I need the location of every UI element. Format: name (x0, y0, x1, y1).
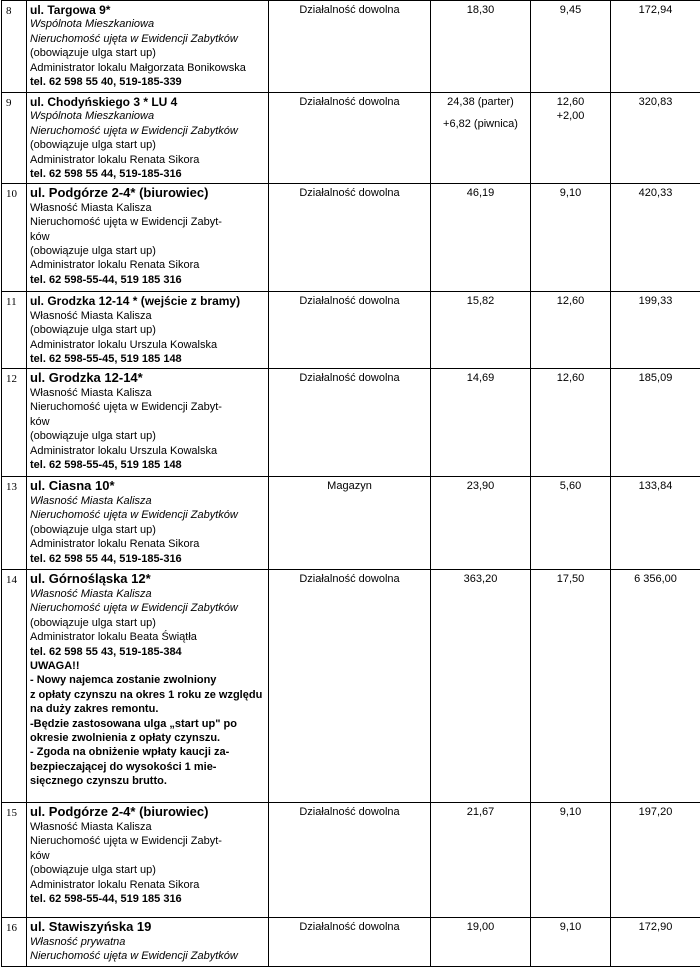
table-row (2, 184, 700, 292)
table-row (2, 369, 700, 477)
total-cell: 133,84 (611, 477, 700, 570)
area-value: 21,67 (431, 805, 530, 819)
area-cell (431, 184, 531, 292)
property-detail-line: (obowiązuje ulga start up) (30, 323, 266, 337)
purpose-cell: Działalność dowolna (269, 292, 431, 369)
area-cell (431, 93, 531, 184)
total-cell: 185,09 (611, 369, 700, 477)
property-detail-line: Nieruchomość ujęta w Ewidencji Zabytków (30, 508, 266, 522)
property-address: ul. Grodzka 12-14 * (wejście z bramy) (30, 294, 266, 308)
property-detail-line: tel. 62 598 55 43, 519-185-384 (30, 645, 266, 659)
spacer (431, 109, 530, 117)
property-address: ul. Targowa 9* (30, 3, 266, 17)
property-detail-line: okresie zwolnienia z opłaty czynszu. (30, 731, 266, 745)
property-detail-line: tel. 62 598-55-45, 519 185 148 (30, 352, 266, 366)
table-row (2, 803, 700, 918)
property-detail-line: Nieruchomość ujęta w Ewidencji Zabyt- (30, 215, 266, 229)
property-detail-line: UWAGA!! (30, 659, 266, 673)
property-detail-line: ków (30, 849, 266, 863)
area-value: +6,82 (piwnica) (431, 117, 530, 131)
table-body (2, 1, 700, 967)
area-value: 46,19 (431, 186, 530, 200)
rate-cell (531, 292, 611, 369)
property-detail-line: Własność Miasta Kalisza (30, 201, 266, 215)
property-address: ul. Chodyńskiego 3 * LU 4 (30, 95, 266, 109)
property-detail-line: (obowiązuje ulga start up) (30, 523, 266, 537)
property-detail-line: Własność prywatna (30, 935, 266, 949)
property-detail-line: tel. 62 598 55 44, 519-185-316 (30, 552, 266, 566)
property-detail-line: -Będzie zastosowana ulga „start up" po (30, 717, 266, 731)
property-detail-line: Nieruchomość ujęta w Ewidencji Zabytków (30, 124, 266, 138)
property-detail-line: Administrator lokalu Renata Sikora (30, 878, 266, 892)
property-info-cell (27, 918, 269, 967)
area-cell (431, 292, 531, 369)
property-detail-line: bezpieczającej do wysokości 1 mie- (30, 760, 266, 774)
total-cell: 420,33 (611, 184, 700, 292)
property-detail-line: Administrator lokalu Renata Sikora (30, 537, 266, 551)
property-detail-line: tel. 62 598 55 44, 519-185-316 (30, 167, 266, 181)
property-detail-line: Administrator lokalu Urszula Kowalska (30, 338, 266, 352)
table-row (2, 570, 700, 803)
purpose-cell: Działalność dowolna (269, 369, 431, 477)
property-detail-line: z opłaty czynszu na okres 1 roku ze względu (30, 688, 266, 702)
area-cell (431, 570, 531, 803)
property-detail-line: Własność Miasta Kalisza (30, 494, 266, 508)
property-detail-line: Nieruchomość ujęta w Ewidencji Zabytków (30, 32, 266, 46)
property-detail-line: Własność Miasta Kalisza (30, 820, 266, 834)
area-cell (431, 477, 531, 570)
property-info-cell (27, 570, 269, 803)
area-cell (431, 1, 531, 93)
rate-cell (531, 184, 611, 292)
row-number: 10 (2, 184, 27, 292)
property-info-cell (27, 292, 269, 369)
area-value: 19,00 (431, 920, 530, 934)
property-detail-line: tel. 62 598-55-44, 519 185 316 (30, 273, 266, 287)
area-cell (431, 918, 531, 967)
row-number: 9 (2, 93, 27, 184)
rate-value: 9,10 (531, 805, 610, 819)
purpose-cell: Działalność dowolna (269, 918, 431, 967)
property-address: ul. Ciasna 10* (30, 479, 266, 493)
row-number: 11 (2, 292, 27, 369)
property-detail-line: Wspólnota Mieszkaniowa (30, 17, 266, 31)
total-cell: 6 356,00 (611, 570, 700, 803)
row-number: 13 (2, 477, 27, 570)
property-info-cell (27, 184, 269, 292)
property-detail-line: ków (30, 230, 266, 244)
rate-value: 12,60 (531, 95, 610, 109)
purpose-cell: Działalność dowolna (269, 1, 431, 93)
property-detail-line: tel. 62 598 55 40, 519-185-339 (30, 75, 266, 89)
premises-table (1, 0, 700, 967)
property-detail-line: - Nowy najemca zostanie zwolniony (30, 673, 266, 687)
property-detail-line: (obowiązuje ulga start up) (30, 138, 266, 152)
property-detail-line: (obowiązuje ulga start up) (30, 863, 266, 877)
property-address: ul. Grodzka 12-14* (30, 371, 266, 385)
row-number: 8 (2, 1, 27, 93)
property-detail-line: Własność Miasta Kalisza (30, 587, 266, 601)
total-cell: 197,20 (611, 803, 700, 918)
property-detail-line: - Zgoda na obniżenie wpłaty kaucji za- (30, 745, 266, 759)
property-address: ul. Górnośląska 12* (30, 572, 266, 586)
rate-value: 9,45 (531, 3, 610, 17)
property-detail-line: Nieruchomość ujęta w Ewidencji Zabytków (30, 949, 266, 963)
area-value: 18,30 (431, 3, 530, 17)
property-info-cell (27, 803, 269, 918)
area-value: 15,82 (431, 294, 530, 308)
table-row (2, 292, 700, 369)
table-row (2, 918, 700, 967)
property-info-cell (27, 93, 269, 184)
property-detail-line: ków (30, 415, 266, 429)
rate-cell (531, 803, 611, 918)
rate-value: 5,60 (531, 479, 610, 493)
property-detail-line: (obowiązuje ulga start up) (30, 429, 266, 443)
rate-value: +2,00 (531, 109, 610, 123)
property-detail-line: (obowiązuje ulga start up) (30, 46, 266, 60)
property-detail-line: Nieruchomość ujęta w Ewidencji Zabytków (30, 601, 266, 615)
area-cell (431, 803, 531, 918)
property-detail-line: (obowiązuje ulga start up) (30, 244, 266, 258)
table-row (2, 477, 700, 570)
rate-cell (531, 477, 611, 570)
rate-cell (531, 570, 611, 803)
property-detail-line: Administrator lokalu Małgorzata Bonikowska (30, 61, 266, 75)
property-info-cell (27, 477, 269, 570)
property-detail-line: Własność Miasta Kalisza (30, 309, 266, 323)
area-value: 23,90 (431, 479, 530, 493)
rate-value: 12,60 (531, 294, 610, 308)
rate-value: 17,50 (531, 572, 610, 586)
property-address: ul. Stawiszyńska 19 (30, 920, 266, 934)
table-row (2, 1, 700, 93)
property-detail-line: na duży zakres remontu. (30, 702, 266, 716)
row-number: 15 (2, 803, 27, 918)
total-cell: 172,90 (611, 918, 700, 967)
property-detail-line: Administrator lokalu Beata Świątła (30, 630, 266, 644)
property-detail-line: Wspólnota Mieszkaniowa (30, 109, 266, 123)
rate-cell (531, 369, 611, 477)
property-address: ul. Podgórze 2-4* (biurowiec) (30, 186, 266, 200)
property-detail-line: Administrator lokalu Renata Sikora (30, 258, 266, 272)
area-cell (431, 369, 531, 477)
area-value: 24,38 (parter) (431, 95, 530, 109)
rate-value: 9,10 (531, 920, 610, 934)
row-number: 12 (2, 369, 27, 477)
rate-cell (531, 1, 611, 93)
table-row (2, 93, 700, 184)
row-number: 14 (2, 570, 27, 803)
property-detail-line: sięcznego czynszu brutto. (30, 774, 266, 788)
property-info-cell (27, 369, 269, 477)
property-detail-line: Nieruchomość ujęta w Ewidencji Zabyt- (30, 834, 266, 848)
total-cell: 320,83 (611, 93, 700, 184)
total-cell: 172,94 (611, 1, 700, 93)
property-detail-line: Własność Miasta Kalisza (30, 386, 266, 400)
area-value: 363,20 (431, 572, 530, 586)
purpose-cell: Działalność dowolna (269, 93, 431, 184)
property-detail-line: (obowiązuje ulga start up) (30, 616, 266, 630)
property-detail-line: tel. 62 598-55-44, 519 185 316 (30, 892, 266, 906)
property-detail-line: Nieruchomość ujęta w Ewidencji Zabyt- (30, 400, 266, 414)
property-address: ul. Podgórze 2-4* (biurowiec) (30, 805, 266, 819)
purpose-cell: Działalność dowolna (269, 570, 431, 803)
total-cell: 199,33 (611, 292, 700, 369)
purpose-cell: Magazyn (269, 477, 431, 570)
rate-cell (531, 918, 611, 967)
rate-value: 9,10 (531, 186, 610, 200)
area-value: 14,69 (431, 371, 530, 385)
property-detail-line: Administrator lokalu Urszula Kowalska (30, 444, 266, 458)
rate-value: 12,60 (531, 371, 610, 385)
purpose-cell: Działalność dowolna (269, 803, 431, 918)
purpose-cell: Działalność dowolna (269, 184, 431, 292)
rate-cell (531, 93, 611, 184)
property-detail-line: tel. 62 598-55-45, 519 185 148 (30, 458, 266, 472)
row-number: 16 (2, 918, 27, 967)
property-detail-line: Administrator lokalu Renata Sikora (30, 153, 266, 167)
property-info-cell (27, 1, 269, 93)
